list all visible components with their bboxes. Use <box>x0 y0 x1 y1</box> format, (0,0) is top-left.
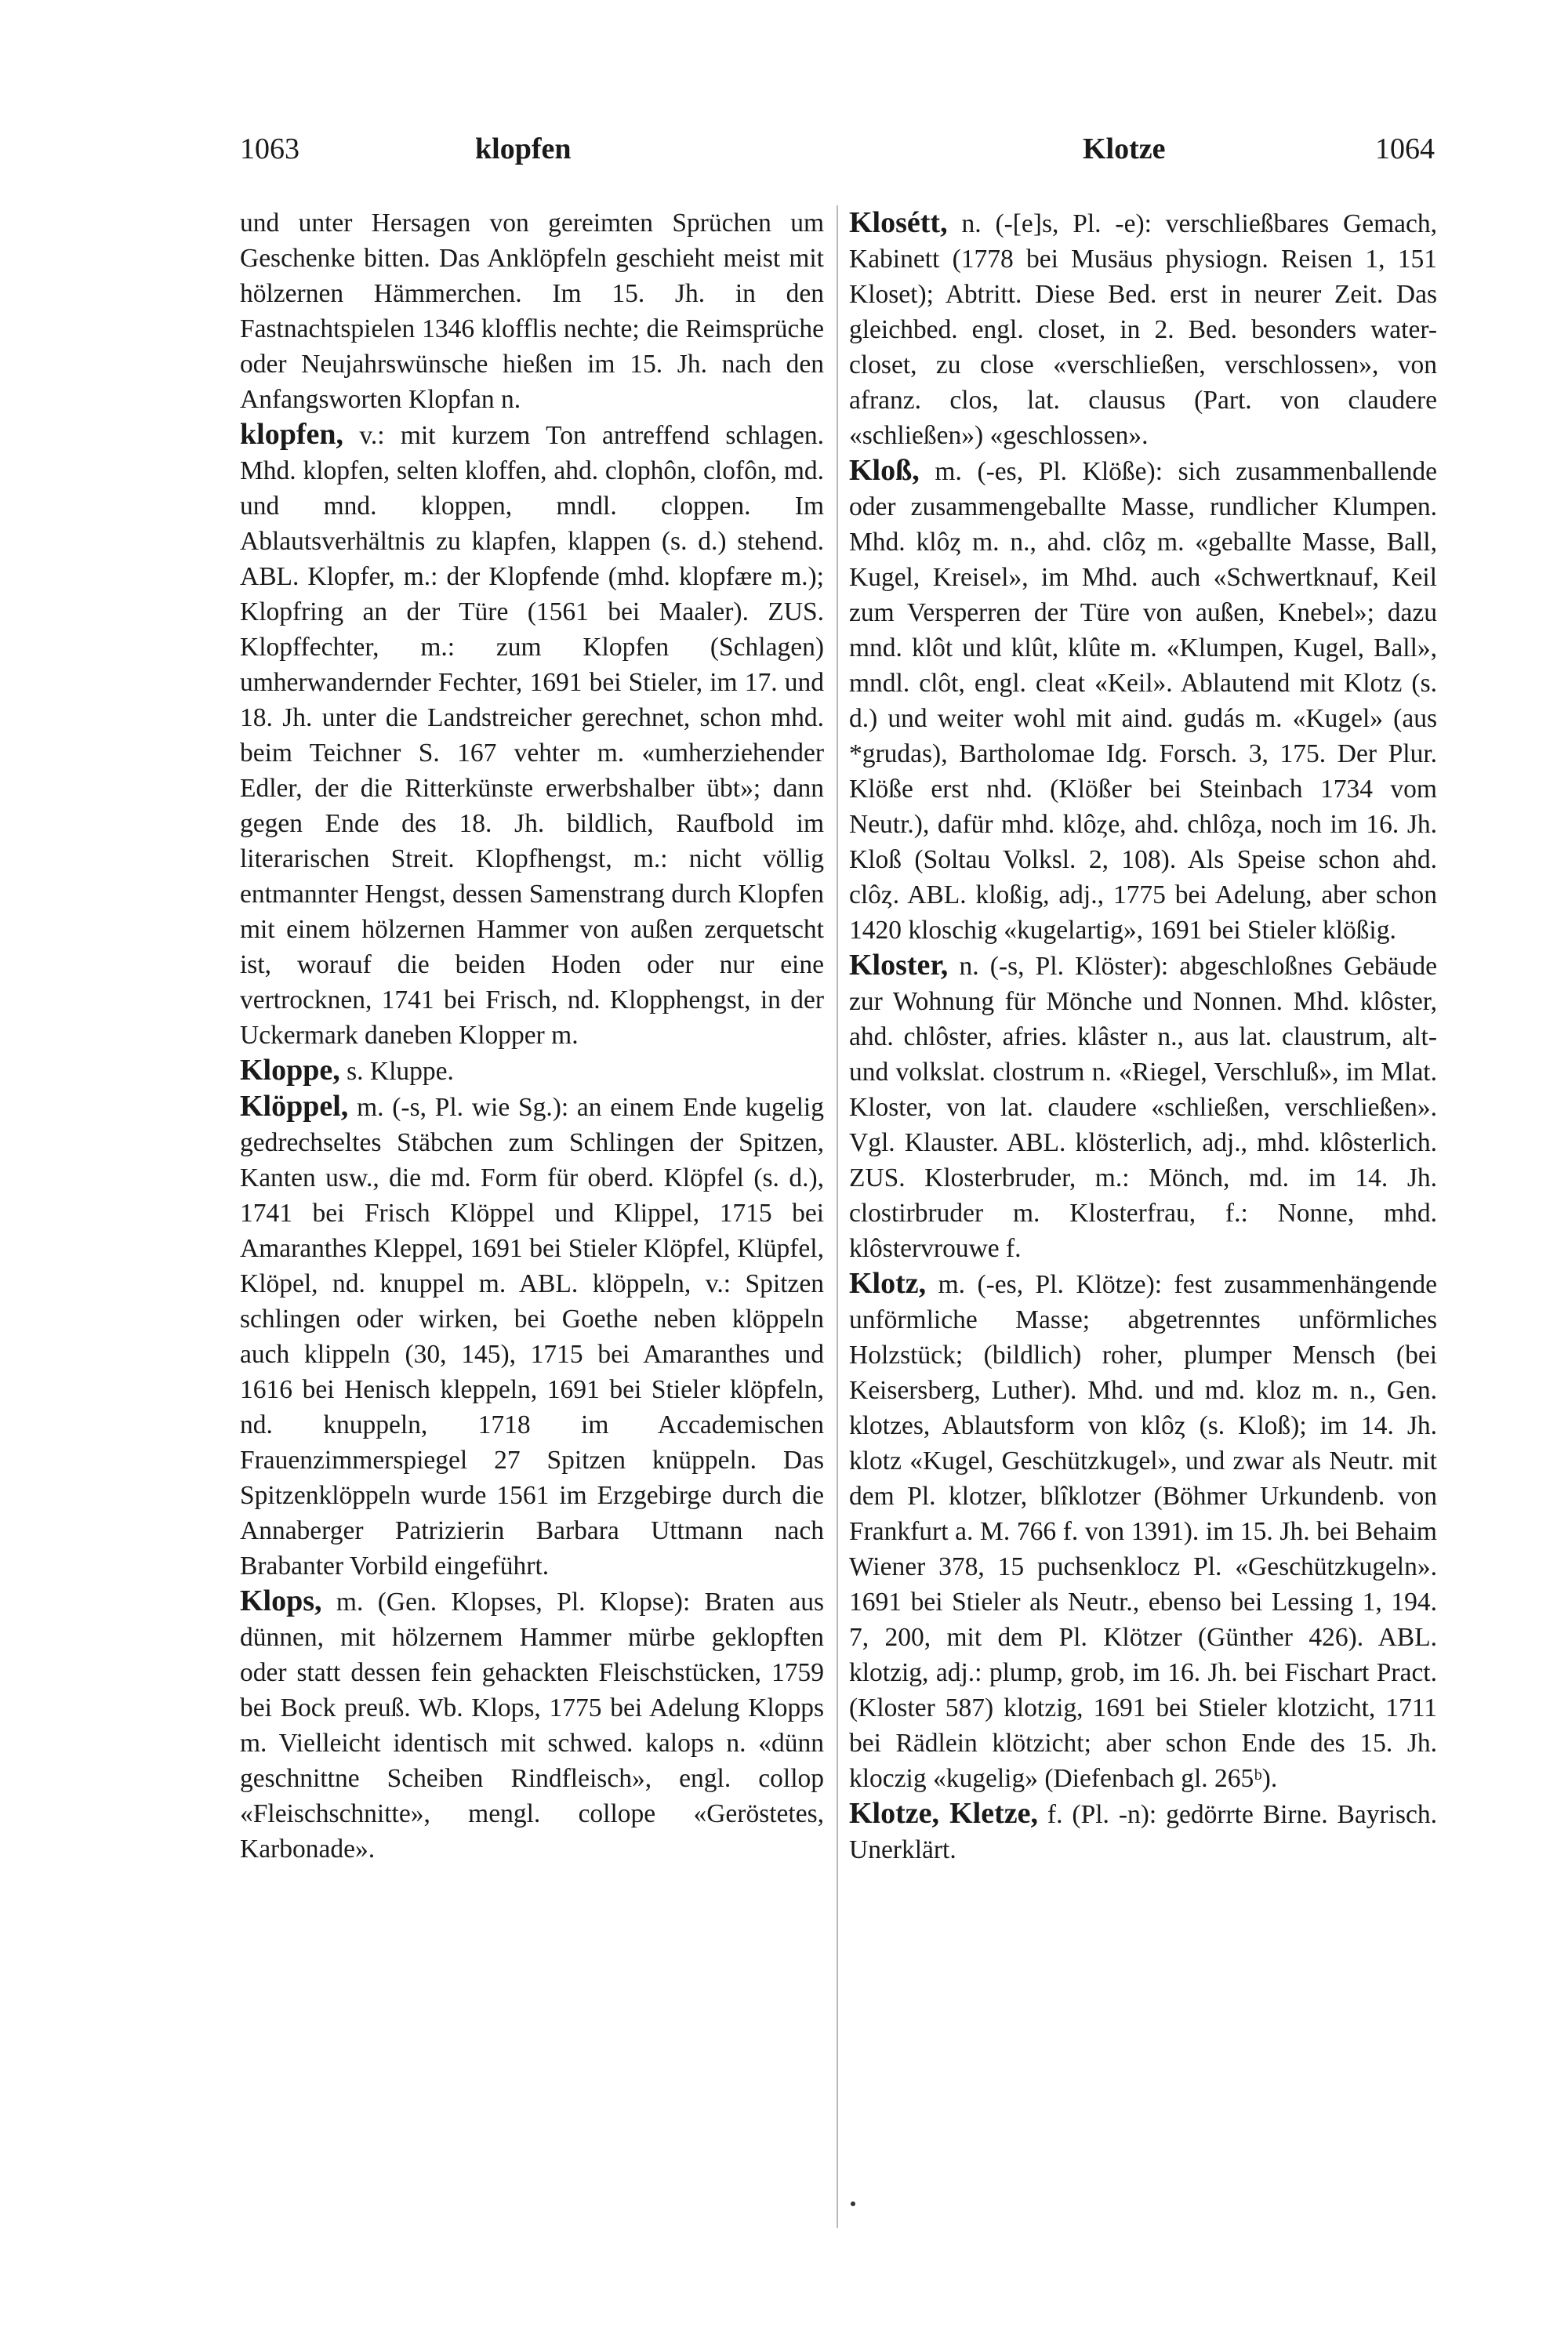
entry-klopfen: klopfen, v.: mit kurzem Ton antreffend schlagen. Mhd. klopfen, selten kloffen, ahd. clophôn, clofôn, md. und mnd. kloppen, mndl. cloppen. Im Ablautsverhältnis zu klapfen, klappen (s. d.) stehend. ABL. Klopfer, m.: der Klopfende (mhd. klopfære m.); Klopfring an der Türe (1561 bei Maaler). ZUS. Klopffechter, m.: zum Klopfen (Schlagen) umherwandernder Fechter, 1691 bei Stieler, im 17. und 18. Jh. unter die Landstreicher gerechnet, schon mhd. beim Teichner S. 167 vehter m. «umherziehender Edler, der die Ritterkünste erwerbshalber übt»; dann gegen Ende des 18. Jh. bildlich, Raufbold im literarischen Streit. Klopfhengst, m.: nicht völlig entmannter Hengst, dessen Samenstrang durch Klopfen mit einem hölzernen Hammer von außen zerquetscht ist, worauf die beiden Hoden oder nur eine vertrocknen, 1741 bei Frisch, nd. Klopphengst, in der Uckermark daneben Klopper m. <box>240 418 824 1050</box>
page-number-left: 1063 <box>240 132 299 165</box>
entry-klops: Klops, m. (Gen. Klopses, Pl. Klopse): Braten aus dünnen, mit hölzernem Hammer mürbe geklopften oder statt dessen fein gehackten Fleischstücken, 1759 bei Bock preuß. Wb. Klops, 1775 bei Adelung Klopps m. Vielleicht identisch mit schwed. kalops n. «dünn geschnittne Scheiben Rindfleisch», engl. collop «Fleischschnitte», mengl. collope «Geröstetes, Karbonade». <box>240 1584 824 1864</box>
entry-klotz: Klotz, m. (-es, Pl. Klötze): fest zusammenhängende unförmliche Masse; abgetrenntes unförmliches Holzstück; (bildlich) roher, plumper Mensch (bei Keisersberg, Luther). Mhd. und md. kloz m. n., Gen. klotzes, Ablautsform von klôȥ (s. Kloß); im 14. Jh. klotz «Kugel, Geschützkugel», und zwar als Neutr. mit dem Pl. klotzer, blîklotzer (Böhmer Urkundenb. von Frankfurt a. M. 766 f. von 1391). im 15. Jh. bei Behaim Wiener 378, 15 puchsenklocz Pl. «Geschützkugeln». 1691 bei Stieler als Neutr., ebenso bei Lessing 1, 194. 7, 200, mit dem Pl. Klötzer (Günther 426). ABL. klotzig, adj.: plump, grob, im 16. Jh. bei Fischart Pract. (Kloster 587) klotzig, 1691 bei Stieler klotzicht, 1711 bei Rädlein klötzicht; aber schon Ende des 15. Jh. kloczig «kugelig» (Diefenbach gl. 265ᵇ). <box>849 1267 1437 1793</box>
catchword-right: Klotze <box>1083 132 1166 165</box>
catchword-left: klopfen <box>475 132 572 165</box>
entry-kloeppel: Klöppel, m. (-s, Pl. wie Sg.): an einem Ende kugelig gedrechseltes Stäbchen zum Schlingen der Spitzen, Kanten usw., die md. Form für oberd. Klöpfel (s. d.), 1741 bei Frisch Klöppel und Klippel, 1715 bei Amaranthes Kleppel, 1691 bei Stieler Klöpfel, Klüpfel, Klöpel, nd. knuppel m. ABL. klöppeln, v.: Spitzen schlingen oder wirken, bei Goethe neben klöppeln auch klippeln (30, 145), 1715 bei Amaranthes und 1616 bei Henisch kleppeln, 1691 bei Stieler klöpfeln, nd. knuppeln, 1718 im Accademischen Frauenzimmerspiegel 27 Spitzen knüppeln. Das Spitzenklöppeln wurde 1561 im Erzgebirge durch die Annaberger Patrizierin Barbara Uttmann nach Brabanter Vorbild eingeführt. <box>240 1090 824 1581</box>
left-column <box>240 205 824 1867</box>
entry-klotze: Klotze, Kletze, f. (Pl. -n): gedörrte Birne. Bayrisch. Unerklärt. <box>849 1797 1438 1864</box>
page-number-right: 1064 <box>1375 132 1435 165</box>
running-header <box>240 132 1435 182</box>
entry-kloss: Kloß, m. (-es, Pl. Klöße): sich zusammenballende oder zusammengeballte Masse, rundlicher Klumpen. Mhd. klôȥ m. n., ahd. clôȥ m. «geballte Masse, Ball, Kugel, Kreisel», im Mhd. auch «Schwertknauf, Keil zum Versperren der Türe von außen, Knebel»; dazu mnd. klôt und klût, klûte m. «Klumpen, Kugel, Ball», mndl. clôt, engl. cleat «Keil». Ablautend mit Klotz (s. d.) und weiter wohl mit aind. gudás m. «Kugel» (aus *grudas), Bartholomae Idg. Forsch. 3, 175. Der Plur. Klöße erst nhd. (Klößer bei Steinbach 1734 vom Neutr.), dafür mhd. klôȥe, ahd. chlôȥa, noch im 16. Jh. Kloß (Soltau Volksl. 2, 108). Als Speise schon ahd. clôȥ. ABL. kloßig, adj., 1775 bei Adelung, aber schon 1420 kloschig «kugelartig», 1691 bei Stieler klößig. <box>849 454 1437 945</box>
entry-continuation: und unter Hersagen von gereimten Sprüchen um Geschenke bitten. Das Anklöpfeln geschieht meist mit hölzernen Hämmerchen. Im 15. Jh. in den Fastnachtspielen 1346 klofflis nechte; die Reimsprüche oder Neujahrswünsche hießen im 15. Jh. nach den Anfangsworten Klopfan n. <box>240 209 824 414</box>
print-mark <box>851 2201 855 2206</box>
right-column <box>849 205 1437 1867</box>
entry-kloster: Kloster, n. (-s, Pl. Klöster): abgeschloßnes Gebäude zur Wohnung für Mönche und Nonnen. Mhd. klôster, ahd. chlôster, afries. klâster n., aus lat. claustrum, alt- und volkslat. clostrum n. «Riegel, Verschluß», im Mlat. Kloster, von lat. claudere «schließen, verschließen». Vgl. Klauster. ABL. klösterlich, adj., mhd. klôsterlich. ZUS. Klosterbruder, m.: Mönch, md. im 14. Jh. clostirbruder m. Klosterfrau, f.: Nonne, mhd. klôstervrouwe f. <box>849 949 1437 1263</box>
entry-kloppe: Kloppe, s. Kluppe. <box>240 1054 454 1087</box>
column-divider <box>837 205 838 2228</box>
entry-klosett: Klosétt, n. (-[e]s, Pl. -e): verschließbares Gemach, Kabinett (1778 bei Musäus physiogn. Reisen 1, 151 Kloset); Abtritt. Diese Bed. erst in neurer Zeit. Das gleichbed. engl. closet, in 2. Bed. besonders water-closet, zu close «verschließen, verschlossen», von afranz. clos, lat. clausus (Part. von claudere «schließen») «geschlossen». <box>849 206 1437 450</box>
